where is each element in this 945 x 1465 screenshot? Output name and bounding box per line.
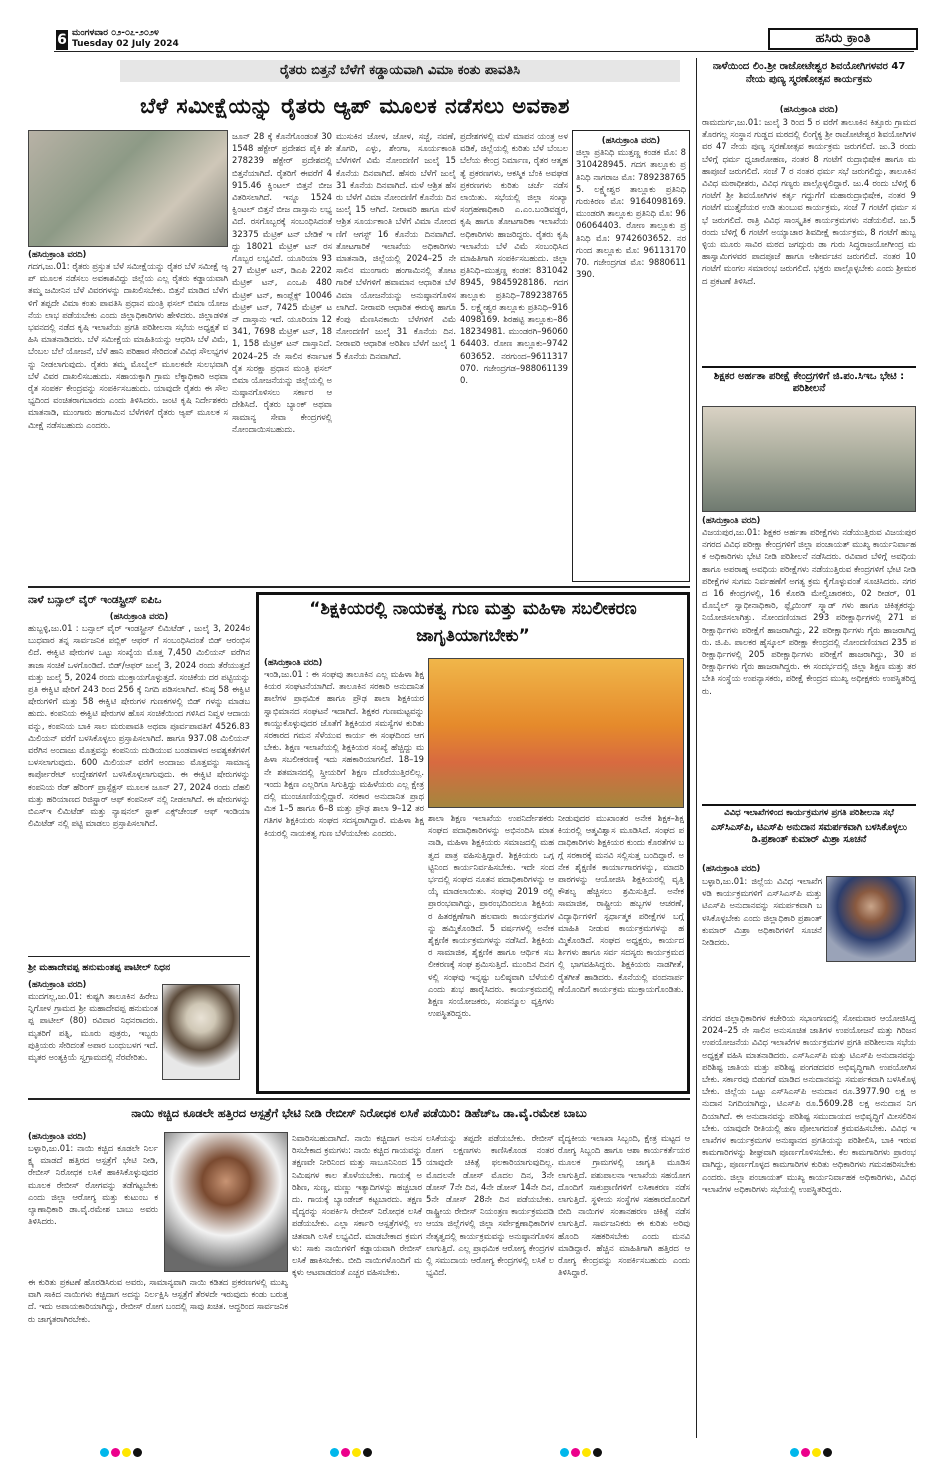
women-group-photo [428, 658, 684, 808]
reg-dot-magenta [111, 1448, 120, 1457]
right-col-divider [696, 58, 697, 1438]
registration-marks-1 [100, 1442, 144, 1461]
reg-dot-black [593, 1448, 602, 1457]
obit-headline: ಶ್ರೀ ಮಹಾದೇವಪ್ಪ ಹನುಮಂತಪ್ಪ ಪಾಟೀಲ್ ನಿಧನ [28, 962, 171, 973]
reg-dot-magenta [801, 1448, 810, 1457]
right-story3-body: ನಗರದ ಜಿಲ್ಲಾಧಿಕಾರಿಗಳ ಕಚೇರಿಯ ಸಭಾಂಗಣದಲ್ಲಿ ಸೋಮವಾರ ಆಯೋಜಿಸಿದ್ದ 2024–25 ನೇ ಸಾಲಿನ ಅನುಸೂಚಿತ ಜಾತಿಗಳ ಉಪಯೋಜನೆ ಮತ್ತು ಗಿರಿಜನ ಉಪಯೋಜನೆಯ ವಿವಿಧ ಇಲಾಖೆಗಳ ಕಾರ್ಯಕ್ರಮಗಳ ಪ್ರಗತಿ ಪರಿಶೀಲನಾ ಸಭೆಯ ಅಧ್ಯಕ್ಷತೆ ವಹಿಸಿ ಮಾತನಾಡಿದರು. ಎಸ್‌ಸಿಎಸ್‌ಪಿ ಮತ್ತು ಟಿಎಸ್‌ಪಿ ಅನುದಾನವನ್ನು ಪರಿಶಿಷ್ಟ ಜಾತಿಯ ಮತ್ತು ಪರಿಶಿಷ್ಟ ಪಂಗಡದವರ ಅಭಿವೃದ್ಧಿಗಾಗಿ ಉಪಯೋಗಿಸಬೇಕು. ಸರ್ಕಾರವು ಬಿಡುಗಡೆ ಮಾಡಿದ ಅನುದಾನವನ್ನು ಸಮರ್ಪಕವಾಗಿ ಬಳಸಿಕೊಳ್ಳಬೇಕು. ಜಿಲ್ಲೆಯ ಒಟ್ಟು ಎಸ್‌ಸಿಎಸ್‌ಪಿ ಅನುದಾನ ರೂ.3977.90 ಲಕ್ಷ ಅನುದಾನ ನಿಗದಿಯಾಗಿದ್ದು, ಟಿಎಸ್‌ಪಿ ರೂ.5609.28 ಲಕ್ಷ ಅನುದಾನ ನಿಗದಿಯಾಗಿದೆ. ಈ ಅನುದಾನವನ್ನು ಪರಿಶಿಷ್ಟ ಸಮುದಾಯದ ಅಭಿವೃದ್ಧಿಗೆ ಮೀಸಲಿರಿಸಬೇಕು. ಯಾವುದೇ ರೀತಿಯಲ್ಲಿ ಹಣ ಪೋಲಾಗದಂತೆ ಕ್ರಮವಹಿಸಬೇಕು. ವಿವಿಧ ಇಲಾಖೆಗಳ ಕಾರ್ಯಕ್ರಮಗಳ ಅನುಷ್ಠಾನದ ಪ್ರಗತಿಯನ್ನು ಪರಿಶೀಲಿಸಿ, ಬಾಕಿ ಇರುವ ಕಾಮಗಾರಿಗಳನ್ನು ಶೀಘ್ರವಾಗಿ ಪೂರ್ಣಗೊಳಿಸಬೇಕು. ಕೆಲ ಕಾಮಗಾರಿಗಳು ಪ್ರಾರಂಭವಾಗಿದ್ದು, ಪೂರ್ಣಗೊಳ್ಳದ ಕಾಮಗಾರಿಗಳ ಕುರಿತು ಅಧಿಕಾರಿಗಳು ಗಮನಹರಿಸಬೇಕು ಎಂದರು. ಜಿಲ್ಲಾ ಪಂಚಾಯತ್ ಮುಖ್ಯ ಕಾರ್ಯನಿರ್ವಾಹಕ ಅಧಿಕಾರಿಗಳು, ವಿವಿಧ ಇಲಾಖೆಗಳ ಅಧಿಕಾರಿಗಳು ಸಭೆಯಲ್ಲಿ ಉಪಸ್ಥಿತರಿದ್ದರು. [702, 1013, 916, 1194]
reg-dot-black [363, 1448, 372, 1457]
right-story2-body: ವಿಜಯಪುರ,ಜು.01: ಶಿಕ್ಷಕರ ಅರ್ಹತಾ ಪರೀಕ್ಷೆಗಳು ನಡೆಯುತ್ತಿರುವ ವಿಜಯಪುರ ನಗರದ ವಿವಿಧ ಪರೀಕ್ಷಾ ಕೇಂದ್ರಗಳಿಗೆ ಜಿಲ್ಲಾ ಪಂಚಾಯತ್ ಮುಖ್ಯ ಕಾರ್ಯನಿರ್ವಾಹಕ ಅಧಿಕಾರಿಗಳು ಭೇಟಿ ನೀಡಿ ಪರಿಶೀಲನೆ ನಡೆಸಿದರು. ರವಿವಾರ ಬೆಳಿಗ್ಗೆ ಅವಧಿಯ ಹಾಗೂ ಅಪರಾಹ್ನ ಅವಧಿಯ ಪರೀಕ್ಷೆಗಳು ನಡೆಯುತ್ತಿರುವ ಕೇಂದ್ರಗಳಿಗೆ ಭೇಟಿ ನೀಡಿ ಪರೀಕ್ಷೆಗಳ ಸುಗಮ ನಿರ್ವಹಣೆಗೆ ಅಗತ್ಯ ಕ್ರಮ ಕೈಗೊಳ್ಳುವಂತೆ ಸೂಚಿಸಿದರು. ನಗರದ 16 ಕೇಂದ್ರಗಳಲ್ಲಿ, 16 ಕೊಠಡಿ ಮೇಲ್ವಿಚಾರಕರು, 02 ರೀಡರ್, 01 ಮೊಬೈಲ್ ಸ್ವಾಧೀನಾಧಿಕಾರಿ, ಫ್ಲೈಯಿಂಗ್ ಸ್ಕ್ವಾಡ್ ಗಳು ಹಾಗೂ ಚಿಕಿತ್ಸಕರನ್ನು ನಿಯೋಜಿಸಲಾಗಿತ್ತು. ನೋಂದಣಿಯಾದ 293 ಪರೀಕ್ಷಾರ್ಥಿಗಳಲ್ಲಿ 271 ಪರೀಕ್ಷಾರ್ಥಿಗಳು ಪರೀಕ್ಷೆಗೆ ಹಾಜರಾಗಿದ್ದು, 22 ಪರೀಕ್ಷಾರ್ಥಿಗಳು ಗೈರು ಹಾಜರಾಗಿದ್ದರು. ಜಿ.ಪಿ. ಪಾಲಕರ ಹೈಸ್ಕೂಲ್ ಪರೀಕ್ಷಾ ಕೇಂದ್ರದಲ್ಲಿ ನೋಂದಣಿಯಾದ 235 ಪರೀಕ್ಷಾರ್ಥಿಗಳಲ್ಲಿ 205 ಪರೀಕ್ಷಾರ್ಥಿಗಳು ಪರೀಕ್ಷೆಗೆ ಹಾಜರಾಗಿದ್ದು, 30 ಪರೀಕ್ಷಾರ್ಥಿಗಳು ಗೈರು ಹಾಜರಾಗಿದ್ದರು. ಈ ಸಂದರ್ಭದಲ್ಲಿ ಜಿಲ್ಲಾ ಶಿಕ್ಷಣ ಮತ್ತು ತರಬೇತಿ ಸಂಸ್ಥೆಯ ಉಪನ್ಯಾಸಕರು, ಪರೀಕ್ಷೆ ಕೇಂದ್ರದ ಮುಖ್ಯ ಅಧೀಕ್ಷಕರು ಉಪಸ್ಥಿತರಿದ್ದರು. [702, 527, 916, 696]
dho-photo [164, 1132, 288, 1272]
women-headline: “ಶಿಕ್ಷಕಿಯರಲ್ಲಿ ನಾಯಕತ್ವ ಗುಣ ಮತ್ತು ಮಹಿಳಾ ಸಬಲೀಕರಣ ಜಾಗೃತಿಯಾಗಬೇಕು” [309, 599, 637, 646]
lead-headline: ಬೆಳೆ ಸಮೀಕ್ಷೆಯನ್ನು ರೈತರು ಆ್ಯಪ್ ಮೂಲಕ ನಡೆಸಲು ಅವಕಾಶ [140, 94, 570, 118]
right-story1-headline: ನಾಳೆಯಿಂದ ಲಿಂ.ಶ್ರೀ ರಾಜೋಟೇಶ್ವರ ಶಿವಯೋಗಿಗಳವರ 47 ನೇಯ ಪುಣ್ಯ ಸ್ಮರಣೋತ್ಸವ ಕಾರ್ಯಕ್ರಮ [712, 61, 906, 85]
rabies-col1: ಈ ಕುರಿತು ಪ್ರಕಟಣೆ ಹೊರಡಿಸಿರುವ ಅವರು, ಸಾಮಾನ್ಯವಾಗಿ ನಾಯಿ ಕಡಿತದ ಪ್ರಕರಣಗಳಲ್ಲಿ ಮುಖ್ಯವಾಗಿ ಸಾಕಿದ ನಾಯಿಗಳು ಕಚ್ಚಿದಾಗ ಅದನ್ನು ನಿರ್ಲಕ್ಷಿಸಿ ಆಸ್ಪತ್ರೆಗೆ ತೆರಳದೇ ಇರುವುದು ಕಂಡು ಬರುತ್ತದೆ. ಇದು ಅಪಾಯಕಾರಿಯಾಗಿದ್ದು, ರೇಬೀಸ್ ರೋಗ ಬಂದಲ್ಲಿ ಸಾವು ಖಚಿತ. ಆದ್ದರಿಂದ ಸಾರ್ವಜನಿಕರು ಜಾಗೃತರಾಗಿರಬೇಕು. [28, 1277, 288, 1324]
reg-dot-magenta [571, 1448, 580, 1457]
reg-dot-black [133, 1448, 142, 1457]
wire-headline: ನಾಳೆ ಬನ್ಸಾಲ್ ವೈರ್ ಇಂಡಸ್ಟ್ರೀಸ್ ಐಪಿಒ [28, 594, 162, 606]
date-english: Tuesday 02 July 2024 [72, 39, 179, 49]
women-col3: ನೀಡುವುದರ ಮುಖಾಂತರ ಅನೇಕ ಶಿಕ್ಷಕ–ಶಿಕ್ಷಕಿಯರಲ್ಲಿ ಆತ್ಮವಿಶ್ವಾಸ ಮೂಡಿಸಿದೆ. ಸಂಘದ ಪದಾಧಿಕಾರಿಗಳು ಶಿಕ್ಷಕಿಯರ ಕುಂದು ಕೊರತೆಗಳ ಬಗ್ಗೆ ಸರಕಾರಕ್ಕೆ ಮನವಿ ಸಲ್ಲಿಸುತ್ತ ಬಂದಿದ್ದಾರೆ. ಅನೇಕ ಶೈಕ್ಷಣಿಕ ಕಾರ್ಯಾಗಾರಗಳನ್ನು, ಮಾದರಿ ಪಾಠಗಳನ್ನು ಆಯೋಜಿಸಿ ಶಿಕ್ಷಕಿಯರಲ್ಲಿ ವೃತ್ತಿ ಕೌಶಲ್ಯ ಹೆಚ್ಚಿಸಲು ಶ್ರಮಿಸುತ್ತಿದೆ. ಅನೇಕ ಸಾಮಾಜಿಕ, ರಾಷ್ಟ್ರೀಯ ಹಬ್ಬಗಳ ಆಚರಣೆ, ವಿದ್ಯಾರ್ಥಿಗಳಿಗೆ ಸ್ಪರ್ಧಾತ್ಮಕ ಪರೀಕ್ಷೆಗಳ ಬಗ್ಗೆ ಮಾಹಿತಿ ನೀಡುವ ಕಾರ್ಯಕ್ರಮಗಳನ್ನು ಹಮ್ಮಿಕೊಂಡಿದೆ. ಸಂಘದ ಅಧ್ಯಕ್ಷರು, ಕಾರ್ಯದರ್ಶಿಗಳು ಹಾಗೂ ಸರ್ವ ಸದಸ್ಯರು ಕಾರ್ಯಕ್ರಮದಲ್ಲಿ ಭಾಗವಹಿಸಿದ್ದರು. ಶಿಕ್ಷಕಿಯರು ನಾಡಗೀತೆ, ರೈತಗೀತೆ ಹಾಡಿದರು. ಕೊನೆಯಲ್ಲಿ ವಂದನಾರ್ಪಣೆಯೊಂದಿಗೆ ಕಾರ್ಯಕ್ರಮ ಮುಕ್ತಾಯಗೊಂಡಿತು. [558, 813, 684, 994]
reg-dot-yellow [582, 1448, 591, 1457]
registration-marks-4 [790, 1442, 834, 1461]
right-story3-headline1: ವಿವಿಧ ಇಲಾಖೆಗಳಿಂದ ಕಾರ್ಯಕ್ರಮಗಳ ಪ್ರಗತಿ ಪರಿಶೀಲನಾ ಸಭೆ [702, 804, 916, 820]
rabies-dateline: (ಹಸಿರುಕ್ರಾಂತಿ ವರದಿ) [28, 1131, 87, 1141]
wire-body: ಹುಬ್ಬಳ್ಳಿ,ಜು.01 : ಬನ್ಸಾಲ್ ವೈರ್ ಇಂಡಸ್ಟ್ರೀಸ್ ಲಿಮಿಟೆಡ್ , ಜುಲೈ 3, 2024ರ ಬುಧವಾರ ತನ್ನ ಸಾರ್ವಜನಿಕ ಪಬ್ಲಿಕ್ ಆಫರ್ ಗೆ ಸಂಬಂಧಿಸಿದಂತೆ ಬಿಡ್ ಆರಂಭಿಸಲಿದೆ. ಈಕ್ವಿಟಿ ಷೇರುಗಳ ಒಟ್ಟು ಸಂಖ್ಯೆಯ ಮೊತ್ತ 7,450 ಮಿಲಿಯನ್ ವರೆಗಿನ ತಾಜಾ ಸಂಚಿಕೆ ಒಳಗೊಂಡಿದೆ. ಬಿಡ್/ಆಫರ್ ಜುಲೈ 3, 2024 ರಂದು ತೆರೆಯುತ್ತದೆ ಮತ್ತು ಜುಲೈ 5, 2024 ರಂದು ಮುಕ್ತಾಯಗೊಳ್ಳುತ್ತದೆ. ಸಂಚಿಕೆಯ ದರ ಪಟ್ಟಿಯನ್ನು ಪ್ರತಿ ಈಕ್ವಿಟಿ ಷೇರಿಗೆ 243 ರಿಂದ 256 ಕ್ಕೆ ನಿಗದಿ ಪಡಿಸಲಾಗಿದೆ. ಕನಿಷ್ಠ 58 ಈಕ್ವಿಟಿ ಷೇರುಗಳಿಗೆ ಮತ್ತು 58 ಈಕ್ವಿಟಿ ಷೇರುಗಳ ಗುಣಕಗಳಲ್ಲಿ ಬಿಡ್ ಗಳನ್ನು ಮಾಡಬಹುದು. ಕಂಪನಿಯ ಈಕ್ವಿಟಿ ಷೇರುಗಳ ಹೊಸ ಸಂಚಿಕೆಯಿಂದ ಗಳಿಸಿದ ನಿವ್ವಳ ಆದಾಯವನ್ನು, ಕಂಪನಿಯ ಬಾಕಿ ಸಾಲ ಮರುಪಾವತಿ ಅಥವಾ ಪೂರ್ವಪಾವತಿಗೆ 4526.83 ಮಿಲಿಯನ್ ವರೆಗೆ ಬಳಸಿಕೊಳ್ಳಲು ಪ್ರಸ್ತಾಪಿಸಲಾಗಿದೆ. ಹಾಗೂ 937.08 ಮಿಲಿಯನ್ ವರೆಗಿನ ಅಂದಾಜು ಮೊತ್ತವನ್ನು ಕಂಪನಿಯ ದುಡಿಯುವ ಬಂಡವಾಳದ ಅವಶ್ಯಕತೆಗಳಿಗೆ ಬಳಸಲಾಗುವುದು. 600 ಮಿಲಿಯನ್ ವರೆಗೆ ಅಂದಾಜು ಮೊತ್ತವನ್ನು ಸಾಮಾನ್ಯ ಕಾರ್ಪೋರೇಟ್ ಉದ್ದೇಶಗಳಿಗೆ ಬಳಸಿಕೊಳ್ಳಲಾಗುವುದು. ಈ ಈಕ್ವಿಟಿ ಷೇರುಗಳನ್ನು ಕಂಪನಿಯ ರೆಡ್ ಹೆರಿಂಗ್ ಪ್ರಾಸ್ಪೆಕ್ಟಸ್ ಮೂಲಕ ಜೂನ್ 27, 2024 ರಂದು ದೆಹಲಿ ಮತ್ತು ಹರಿಯಾಣದ ರಿಜಿಸ್ಟ್ರಾರ್ ಆಫ್ ಕಂಪನೀಸ್ ನಲ್ಲಿ ನೀಡಲಾಗಿದೆ. ಈ ಷೇರುಗಳನ್ನು ಬಿಎಸ್‌ಇ ಲಿಮಿಟೆಡ್ ಮತ್ತು ನ್ಯಾಷನಲ್ ಸ್ಟಾಕ್ ಎಕ್ಸ್‌ಚೇಂಜ್ ಆಫ್ ಇಂಡಿಯಾ ಲಿಮಿಟೆಡ್ ನಲ್ಲಿ ಪಟ್ಟಿ ಮಾಡಲು ಪ್ರಸ್ತಾಪಿಸಲಾಗಿದೆ. [28, 623, 250, 829]
section-name: ಹಸಿರು ಕ್ರಾಂತಿ [768, 28, 918, 50]
rabies-headline: ನಾಯಿ ಕಚ್ಚಿದ ಕೂಡಲೇ ಹತ್ತಿರದ ಆಸ್ಪತ್ರೆಗೆ ಭೇಟಿ ನೀಡಿ ರೇಬೀಸ್ ನಿರೋಧಕ ಲಸಿಕೆ ಪಡೆಯಿರಿ: ಡಿಹೆಚ್ಒ ಡಾ.ವೈ.ರಮೇಶ ಬಾಬು [131, 1106, 587, 1120]
obit-rule [28, 956, 250, 957]
reg-dot-yellow [352, 1448, 361, 1457]
lead-col4: ಪ್ರದೇಶಗಳಲ್ಲಿ ಮಳೆ ಮಾಪನ ಯಂತ್ರ ಅಳವಡಿಕೆ, ಜಿಲ್ಲೆಯಲ್ಲಿ ಕುರಿತು ಬೆಳೆ ಬೆಂಬಲ ಬೆಲೆಯ ಕೇಂದ್ರ ನಿರ್ಮಾಣ, ರೈತರ ಆತ್ಮಹತ್ಯೆ ಪ್ರಕರಣಗಳು, ಆಕಸ್ಮಿಕ ಬೆಂಕಿ ಅವಘಡ ಪ್ರಕರಣಗಳು ಕುರಿತು ಚರ್ಚೆ ನಡೆಸಲಾಯಿತು. ಸಭೆಯಲ್ಲಿ ಜಿಲ್ಲಾ ಸಂಖ್ಯಾ ಸಂಗ್ರಹಣಾಧಿಕಾರಿ ಎ.ಎಂ.ಬಂಡಿವಡ್ಡರ, ಕೃಷಿ ಹಾಗೂ ತೋಟಗಾರಿಕಾ ಇಲಾಖೆಯ ಅಧಿಕಾರಿಗಳು ಹಾಜರಿದ್ದರು. ರೈತರು ಕೃಷಿ ಇಲಾಖೆಯ ಬೆಳೆ ವಿಮೆ ಸಂಬಂಧಿಸಿದ ಮಾಹಿತಿಗಾಗಿ ಸಂಪರ್ಕಿಸಬಹುದು. ಜಿಲ್ಲಾ ಪ್ರತಿನಿಧಿ–ಮುತ್ತಣ್ಣ ಕಂಡಕ: 8310428945, 9845928186. ಗದಗ ತಾಲ್ಲೂಕು ಪ್ರತಿನಿಧಿ–7892387655. ಲಕ್ಷ್ಮೇಶ್ವರ ತಾಲ್ಲೂಕು ಪ್ರತಿನಿಧಿ–9164098169. ಶಿರಹಟ್ಟಿ ತಾಲ್ಲೂಕು–8618234981. ಮುಂಡರಗಿ–9606064403. ರೋಣ ತಾಲ್ಲೂಕು–9742603652. ನರಗುಂದ–9611317070. ಗಜೇಂದ್ರಗಡ–9880611390. [460, 131, 568, 386]
header-rule [54, 51, 914, 52]
reg-dot-cyan [560, 1448, 569, 1457]
lead-photo [28, 130, 228, 247]
obit-dateline: (ಹಸಿರುಕ್ರಾಂತಿ ವರದಿ) [28, 979, 87, 989]
reg-dot-cyan [330, 1448, 339, 1457]
rabies-col1-top: ಬಳ್ಳಾರಿ,ಜು.01: ನಾಯಿ ಕಚ್ಚಿದ ಕೂಡಲೇ ನಿರ್ಲಕ್ಷ್ಯ ಮಾಡದೆ ಹತ್ತಿರದ ಆಸ್ಪತ್ರೆಗೆ ಭೇಟಿ ನೀಡಿ, ರೇಬೀಸ್ ನಿರೋಧಕ ಲಸಿಕೆ ಹಾಕಿಸಿಕೊಳ್ಳುವುದರ ಮೂಲಕ ರೇಬೀಸ್ ರೋಗವನ್ನು ತಡೆಗಟ್ಟಬೇಕು ಎಂದು ಜಿಲ್ಲಾ ಆರೋಗ್ಯ ಮತ್ತು ಕುಟುಂಬ ಕಲ್ಯಾಣಾಧಿಕಾರಿ ಡಾ.ವೈ.ರಮೇಶ ಬಾಬು ಅವರು ತಿಳಿಸಿದರು. [28, 1143, 158, 1227]
right-story2-headline: ಶಿಕ್ಷಕರ ಅರ್ಹತಾ ಪರೀಕ್ಷೆ ಕೇಂದ್ರಗಳಿಗೆ ಜಿ.ಪಂ.ಸಿಇಒ ಭೇಟಿ : ಪರಿಶೀಲನೆ [702, 366, 916, 402]
page-number: 6 [57, 32, 67, 48]
rabies-top-rule [28, 1098, 690, 1100]
registration-marks-3 [560, 1442, 604, 1461]
right-story1-body: ರಾಮದುರ್ಗ,ಜು.01: ಜುಲೈ 3 ರಿಂದ 5 ರ ವರೆಗೆ ತಾಲೂಕಿನ ಕಿತ್ತೂರು ಗ್ರಾಮದ ತೊರಗಲ್ಲ ಸಂಸ್ಥಾನ ಗುಡ್ಡದ ಮಠದಲ್ಲಿ ಲಿಂಗೈಕ್ಯ ಶ್ರೀ ರಾಜೋಟೇಶ್ವರ ಶಿವಯೋಗಿಗಳವರ 47 ನೇಯ ಪುಣ್ಯ ಸ್ಮರಣೋತ್ಸವ ಕಾರ್ಯಕ್ರಮ ಜರುಗಲಿದೆ. ಜು.3 ರಂದು ಬೆಳಿಗ್ಗೆ ಧರ್ಮ ಧ್ವಜಾರೋಹಣ, ನಂತರ 8 ಗಂಟೆಗೆ ರುದ್ರಾಭಿಷೇಕ ಹಾಗೂ ಮಹಾಪೂಜೆ ಜರುಗಲಿದೆ. ಸಂಜೆ 7 ರ ನಂತರ ಧರ್ಮ ಸಭೆ ಜರುಗಲಿದ್ದು, ತಾಲೂಕಿನ ವಿವಿಧ ಮಠಾಧೀಶರು, ವಿವಿಧ ಗಣ್ಯರು ಪಾಲ್ಗೊಳ್ಳಲಿದ್ದಾರೆ. ಜು.4 ರಂದು ಬೆಳಿಗ್ಗೆ 6 ಗಂಟೆಗೆ ಶ್ರೀ ಶಿವಯೋಗಿಗಳ ಕರ್ತೃ ಗದ್ದುಗೆಗೆ ಮಹಾರುದ್ರಾಭಿಷೇಕ, ನಂತರ 9 ಗಂಟೆಗೆ ಮುತ್ತೈದೆಯರ ಉಡಿ ತುಂಬುವ ಕಾರ್ಯಕ್ರಮ, ಸಂಜೆ 7 ಗಂಟೆಗೆ ಧರ್ಮ ಸಭೆ ಜರುಗಲಿದೆ. ರಾತ್ರಿ ವಿವಿಧ ಸಾಂಸ್ಕೃತಿಕ ಕಾರ್ಯಕ್ರಮಗಳು ನಡೆಯಲಿವೆ. ಜು.5 ರಂದು ಬೆಳಿಗ್ಗೆ 6 ಗಂಟೆಗೆ ಅಯ್ಯಾಚಾರ ಶಿವದೀಕ್ಷೆ ಕಾರ್ಯಕ್ರಮ, 8 ಗಂಟೆಗೆ ಹುಬ್ಬಳ್ಳಿಯ ಮೂರು ಸಾವಿರ ಮಠದ ಜಗದ್ಗುರು ಡಾ ಗುರು ಸಿದ್ಧರಾಜಯೋಗೀಂದ್ರ ಮಹಾಸ್ವಾಮಿಗಳವರ ಪಾದಪೂಜೆ ಹಾಗೂ ಆಶೀರ್ವಚನ ಜರುಗಲಿದೆ. ನಂತರ 10 ಗಂಟೆಗೆ ಮಂಗಲ ಸಮಾರಂಭ ಜರುಗಲಿದೆ. ಭಕ್ತರು ಪಾಲ್ಗೊಳ್ಳಬೇಕು ಎಂದು ಶ್ರೀಮಠದ ಪ್ರಕಟಣೆ ತಿಳಿಸಿದೆ. [702, 117, 916, 286]
lead-bottom-rule [28, 586, 690, 588]
lead-col2: ಜೂನ್ 28 ಕ್ಕೆ ಕೊನೆಗೊಂಡಂತೆ 301548 ಹೆಕ್ಟೇರ್ ಪ್ರದೇಶದ ಪೈಕಿ ಶೇ 278239 ಹೆಕ್ಟೇರ್ ಪ್ರದೇಶದಲ್ಲಿ ಬಿತ್ತನೆಯಾಗಿದೆ. ರೈತರಿಗೆ ಈವರೆಗೆ 4915.46 ಕ್ವಿಂಟಲ್ ಬಿತ್ತನೆ ಬೀಜ ವಿತರಿಸಲಾಗಿದೆ. ಇನ್ನೂ 1524 ಕ್ವಿಂಟಲ್ ಬಿತ್ತನೆ ಬೀಜ ದಾಸ್ತಾನು ಲಭ್ಯವಿದೆ. ರಸಗೊಬ್ಬರಕ್ಕೆ ಸಂಬಂಧಿಸಿದಂತೆ 32375 ಮೆಟ್ರಿಕ್ ಟನ್ ಬೇಡಿಕೆ ಇದ್ದು 18021 ಮೆಟ್ರಿಕ್ ಟನ್ ರಸಗೊಬ್ಬರ ಲಭ್ಯವಿದೆ. ಯೂರಿಯಾ 9327 ಮೆಟ್ರಿಕ್ ಟನ್, ಡಿಎಪಿ 2202 ಮೆಟ್ರಿಕ್ ಟನ್, ಎಂಒಪಿ 480 ಮೆಟ್ರಿಕ್ ಟನ್, ಕಾಂಪ್ಲೆಕ್ಸ್ 10046 ಮೆಟ್ರಿಕ್ ಟನ್, 7425 ಮೆಟ್ರಿಕ್ ಟನ್ ದಾಸ್ತಾನು ಇದೆ. ಯೂರಿಯಾ 12341, 7698 ಮೆಟ್ರಿಕ್ ಟನ್, 181, 158 ಮೆಟ್ರಿಕ್ ಟನ್ ದಾಸ್ತಾನಿದೆ. 2024–25 ನೇ ಸಾಲಿನ ಕರ್ನಾಟಕ ರೈತ ಸುರಕ್ಷಾ ಪ್ರಧಾನ ಮಂತ್ರಿ ಫಸಲ್ ಬಿಮಾ ಯೋಜನೆಯನ್ನು ಜಿಲ್ಲೆಯಲ್ಲಿ ಅನುಷ್ಠಾನಗೊಳಿಸಲು ಸರ್ಕಾರ ಆದೇಶಿಸಿದೆ. ರೈತರು ಬ್ಯಾಂಕ್ ಅಥವಾ ಸಾಮಾನ್ಯ ಸೇವಾ ಕೇಂದ್ರಗಳಲ್ಲಿ ನೋಂದಾಯಿಸಬಹುದು. [232, 131, 332, 434]
registration-marks-2 [330, 1442, 374, 1461]
dateline-header [72, 28, 272, 50]
right-story3-dateline: (ಹಸಿರುಕ್ರಾಂತಿ ವರದಿ) [702, 863, 761, 873]
lead-col1: ಗದಗ,ಜು.01: ರೈತರು ಪ್ರಸ್ತುತ ಬೆಳೆ ಸಮೀಕ್ಷೆಯನ್ನು ರೈತರ ಬೆಳೆ ಸಮೀಕ್ಷೆ ಆ್ಯಪ್ ಮೂಲಕ ನಡೆಸಲು ಅವಕಾಶವಿದ್ದು ಜಿಲ್ಲೆಯ ಎಲ್ಲ ರೈತರು ಕಡ್ಡಾಯವಾಗಿ ತಮ್ಮ ಜಮೀನಿನ ಬೆಳೆ ವಿವರಗಳನ್ನು ದಾಖಲಿಸಬೇಕು. ಬಿತ್ತನೆ ಮಾಡಿದ ಬೆಳೆಗಳಿಗೆ ತಪ್ಪದೇ ವಿಮಾ ಕಂತು ಪಾವತಿಸಿ ಪ್ರಧಾನ ಮಂತ್ರಿ ಫಸಲ್ ಬಿಮಾ ಯೋಜನೆಯ ಲಾಭ ಪಡೆಯಬೇಕು ಎಂದು ಜಿಲ್ಲಾಧಿಕಾರಿಗಳು ಹೇಳಿದರು. ಜಿಲ್ಲಾಡಳಿತ ಭವನದಲ್ಲಿ ನಡೆದ ಕೃಷಿ ಇಲಾಖೆಯ ಪ್ರಗತಿ ಪರಿಶೀಲನಾ ಸಭೆಯ ಅಧ್ಯಕ್ಷತೆ ವಹಿಸಿ ಮಾತನಾಡಿದರು. ಬೆಳೆ ಸಮೀಕ್ಷೆಯ ಮಾಹಿತಿಯನ್ನು ಆಧರಿಸಿ ಬೆಳೆ ವಿಮೆ, ಬೆಂಬಲ ಬೆಲೆ ಯೋಜನೆ, ಬೆಳೆ ಹಾನಿ ಪರಿಹಾರ ಸೇರಿದಂತೆ ವಿವಿಧ ಸೌಲಭ್ಯಗಳನ್ನು ನೀಡಲಾಗುವುದು. ರೈತರು ತಮ್ಮ ಮೊಬೈಲ್ ಮೂಲಕವೇ ಸುಲಭವಾಗಿ ಬೆಳೆ ವಿವರ ದಾಖಲಿಸಬಹುದು. ಸಹಾಯಕ್ಕಾಗಿ ಗ್ರಾಮ ಲೆಕ್ಕಾಧಿಕಾರಿ ಅಥವಾ ರೈತ ಸಂಪರ್ಕ ಕೇಂದ್ರವನ್ನು ಸಂಪರ್ಕಿಸಬಹುದು. ಯಾವುದೇ ರೈತರು ಈ ಸೌಲಭ್ಯದಿಂದ ವಂಚಿತರಾಗಬಾರದು ಎಂದು ತಿಳಿಸಿದರು. ಜಂಟಿ ಕೃಷಿ ನಿರ್ದೇಶಕರು ಮಾತನಾಡಿ, ಮುಂಗಾರು ಹಂಗಾಮಿನ ಬೆಳೆಗಳಿಗೆ ರೈತರು ಆ್ಯಪ್ ಮೂಲಕ ಸಮೀಕ್ಷೆ ನಡೆಸಬಹುದು ಎಂದರು. [28, 261, 228, 430]
women-col2: ಶಾಲಾ ಶಿಕ್ಷಣ ಇಲಾಖೆಯ ಉಪನಿರ್ದೇಶಕರು ಸಂಘದ ಪದಾಧಿಕಾರಿಗಳನ್ನು ಅಭಿನಂದಿಸಿ ಮಾತನಾಡಿ, ಮಹಿಳಾ ಶಿಕ್ಷಕಿಯರು ಸಮಾಜದಲ್ಲಿ ಮಹತ್ವದ ಪಾತ್ರ ವಹಿಸುತ್ತಿದ್ದಾರೆ. ಶಿಕ್ಷಕಿಯರು ಒಗ್ಗಟ್ಟಿನಿಂದ ಕಾರ್ಯನಿರ್ವಹಿಸಬೇಕು. ಇದೇ ಸಂದರ್ಭದಲ್ಲಿ ಸಂಘದ ನೂತನ ಪದಾಧಿಕಾರಿಗಳನ್ನು ಆಯ್ಕೆ ಮಾಡಲಾಯಿತು. ಸಂಘವು 2019 ರಲ್ಲಿ ಪ್ರಾರಂಭವಾಗಿದ್ದು, ಪ್ರಾರಂಭದಿಂದಲೂ ಶಿಕ್ಷಕಿಯರ ಹಿತರಕ್ಷಣೆಗಾಗಿ ಹಲವಾರು ಕಾರ್ಯಕ್ರಮಗಳನ್ನು ಹಮ್ಮಿಕೊಂಡಿದೆ. 5 ವರ್ಷಗಳಲ್ಲಿ ಅನೇಕ ಶೈಕ್ಷಣಿಕ ಕಾರ್ಯಕ್ರಮಗಳನ್ನು ನಡೆಸಿದೆ. ಶಿಕ್ಷಕಿಯರ ಸಾಮಾಜಿಕ, ಶೈಕ್ಷಣಿಕ ಹಾಗೂ ಆರ್ಥಿಕ ಸಬಲೀಕರಣಕ್ಕೆ ಸಂಘ ಶ್ರಮಿಸುತ್ತಿದೆ. ಮುಂದಿನ ದಿನಗಳಲ್ಲಿ ಸಂಘವು ಇನ್ನಷ್ಟು ಬಲಿಷ್ಠವಾಗಿ ಬೆಳೆಯಲಿ ಎಂದು ಶುಭ ಹಾರೈಸಿದರು. ಕಾರ್ಯಕ್ರಮದಲ್ಲಿ ಶಿಕ್ಷಣ ಸಂಯೋಜಕರು, ಸಂಪನ್ಮೂಲ ವ್ಯಕ್ತಿಗಳು ಉಪಸ್ಥಿತರಿದ್ದರು. [428, 813, 554, 1019]
reg-dot-cyan [790, 1448, 799, 1457]
reg-dot-yellow [812, 1448, 821, 1457]
women-col1: ಇಂಡಿ,ಜು.01 : ಈ ಸಂಘವು ತಾಲೂಕಿನ ಎಲ್ಲ ಮಹಿಳಾ ಶಿಕ್ಷಕಿಯರ ಸಂಘಟನೆಯಾಗಿದೆ. ತಾಲೂಕಿನ ಸರಕಾರಿ ಅನುದಾನಿತ ಶಾಲೆಗಳ ಪ್ರಾಥಮಿಕ ಹಾಗೂ ಪ್ರೌಢ ಶಾಲಾ ಶಿಕ್ಷಕಿಯರ ಸ್ವಾಭಿಮಾನದ ಸಂಘಟನೆ ಇದಾಗಿದೆ. ಶಿಕ್ಷಕರ ಗುಣಮಟ್ಟವನ್ನು ಕಾಯ್ದುಕೊಳ್ಳುವುದರ ಜೊತೆಗೆ ಶಿಕ್ಷಕಿಯರ ಸಮಸ್ಯೆಗಳ ಕುರಿತು ಸರಕಾರದ ಗಮನ ಸೆಳೆಯುವ ಕಾರ್ಯ ಈ ಸಂಘದಿಂದ ಆಗಬೇಕು. ಶಿಕ್ಷಣ ಇಲಾಖೆಯಲ್ಲಿ ಶಿಕ್ಷಕಿಯರ ಸಂಖ್ಯೆ ಹೆಚ್ಚಿದ್ದು ಮಹಿಳಾ ಸಬಲೀಕರಣಕ್ಕೆ ಇದು ಸಹಕಾರಿಯಾಗಲಿದೆ. 18–19 ನೇ ಶತಮಾನದಲ್ಲಿ ಸ್ತ್ರೀಯರಿಗೆ ಶಿಕ್ಷಣ ದೊರೆಯುತ್ತಿರಲಿಲ್ಲ. ಇಂದು ಶಿಕ್ಷಣ ಎಲ್ಲರಿಗೂ ಸಿಗುತ್ತಿದ್ದು ಮಹಿಳೆಯರು ಎಲ್ಲ ಕ್ಷೇತ್ರದಲ್ಲಿ ಮುಂಚೂಣಿಯಲ್ಲಿದ್ದಾರೆ. ಸರಕಾರ ಅನುದಾನಿತ ಪ್ರಾಥಮಿಕ 1–5 ಹಾಗೂ 6–8 ಮತ್ತು ಪ್ರೌಢ ಶಾಲಾ 9–12 ತರಗತಿಗಳ ಶಿಕ್ಷಕಿಯರು ಸಂಘದ ಸದಸ್ಯರಾಗಿದ್ದಾರೆ. ಮಹಿಳಾ ಶಿಕ್ಷಕಿಯರಲ್ಲಿ ನಾಯಕತ್ವ ಗುಣ ಬೆಳೆಯಬೇಕು ಎಂದರು. [264, 669, 424, 838]
rabies-col2: ನಿವಾರಿಸಬಹುದಾಗಿದೆ. ನಾಯಿ ಕಚ್ಚಿದಾಗ ಅನುಸರಿಸಬೇಕಾದ ಕ್ರಮಗಳು: ನಾಯಿ ಕಚ್ಚಿದ ಗಾಯವನ್ನು ತಕ್ಷಣವೇ ನೀರಿನಿಂದ ಮತ್ತು ಸಾಬೂನಿನಿಂದ 15 ನಿಮಿಷಗಳ ಕಾಲ ತೊಳೆಯಬೇಕು. ಗಾಯಕ್ಕೆ ಅರಿಶಿಣ, ಸುಣ್ಣ, ಮಣ್ಣು ಇತ್ಯಾದಿಗಳನ್ನು ಹಚ್ಚಬಾರದು. ಗಾಯಕ್ಕೆ ಬ್ಯಾಂಡೇಜ್ ಕಟ್ಟಬಾರದು. ತಕ್ಷಣ ವೈದ್ಯರನ್ನು ಸಂಪರ್ಕಿಸಿ ರೇಬೀಸ್ ನಿರೋಧಕ ಲಸಿಕೆ ಪಡೆಯಬೇಕು. ಎಲ್ಲಾ ಸರ್ಕಾರಿ ಆಸ್ಪತ್ರೆಗಳಲ್ಲಿ ಉಚಿತವಾಗಿ ಲಸಿಕೆ ಲಭ್ಯವಿದೆ. ಮಾಡಬೇಕಾದ ಕ್ರಮಗಳು: ಸಾಕು ನಾಯಿಗಳಿಗೆ ಕಡ್ಡಾಯವಾಗಿ ರೇಬೀಸ್ ಲಸಿಕೆ ಹಾಕಿಸಬೇಕು. ಬೀದಿ ನಾಯಿಗಳೊಂದಿಗೆ ಮಕ್ಕಳು ಆಟವಾಡದಂತೆ ಎಚ್ಚರ ವಹಿಸಬೇಕು. [292, 1133, 422, 1278]
right-story3-headline2: ಎಸ್‌ಸಿಎಸ್‌ಪಿ, ಟಿಎಸ್‌ಪಿ ಅನುದಾನ ಸಮರ್ಪಕವಾಗಿ ಬಳಸಿಕೊಳ್ಳಲು ಡಿ.ಪ್ರಶಾಂತ್ ಕುಮಾರ್ ಮಿಶ್ರಾ ಸೂಚನೆ [711, 822, 907, 845]
lead-kicker: ರೈತರು ಬಿತ್ತನೆ ಬೆಳೆಗೆ ಕಡ್ಡಾಯವಾಗಿ ವಿಮಾ ಕಂತು ಪಾವತಿಸಿ [120, 60, 680, 82]
contacts-text: ಜಿಲ್ಲಾ ಪ್ರತಿನಿಧಿ ಮುತ್ತಣ್ಣ ಕಂಡಕ ಮೊ: 8310428945. ಗದಗ ತಾಲ್ಲೂಕು ಪ್ರತಿನಿಧಿ ನಾಗರಾಜ ಮೊ: 7892387655. ಲಕ್ಷ್ಮೇಶ್ವರ ತಾಲ್ಲೂಕು ಪ್ರತಿನಿಧಿ ಗುರುಕಿರಣ ಮೊ: 9164098169. ಮುಂಡರಗಿ ತಾಲ್ಲೂಕು ಪ್ರತಿನಿಧಿ ಮೊ: 9606064403. ರೋಣ ತಾಲ್ಲೂಕು ಪ್ರತಿನಿಧಿ ಮೊ: 9742603652. ನರಗುಂದ ತಾಲ್ಲೂಕು ಮೊ: 9611317070. ಗಜೇಂದ್ರಗಡ ಮೊ: 9880611390. [576, 147, 686, 280]
contacts-box [572, 130, 690, 582]
lead-col3: ಮುಸುಕಿನ ಜೋಳ, ಜೋಳ, ಸಜ್ಜೆ, ನವಣೆ, ತೊಗರಿ, ಎಳ್ಳು, ಶೇಂಗಾ, ಸೂರ್ಯಕಾಂತಿ ಬೆಳೆಗಳಿಗೆ ವಿಮೆ ನೋಂದಣಿಗೆ ಜುಲೈ 15 ಕೊನೆಯ ದಿನವಾಗಿದೆ. ಹೆಸರು ಬೆಳೆಗೆ ಜುಲೈ 31 ಕೊನೆಯ ದಿನವಾಗಿದೆ. ಮಳೆ ಆಶ್ರಿತ ಹೆಸರು ಬೆಳೆಗೆ ವಿಮಾ ನೋಂದಣಿಗೆ ಕೊನೆಯ ದಿನ ಜುಲೈ 15 ಆಗಿದೆ. ನೀರಾವರಿ ಹಾಗೂ ಮಳೆ ಆಶ್ರಿತ ಸೂರ್ಯಕಾಂತಿ ಬೆಳೆಗೆ ವಿಮಾ ನೋಂದಣಿಗೆ ಆಗಸ್ಟ್ 16 ಕೊನೆಯ ದಿನವಾಗಿದೆ. ತೋಟಗಾರಿಕೆ ಇಲಾಖೆಯ ಅಧಿಕಾರಿಗಳು ಮಾತನಾಡಿ, ಜಿಲ್ಲೆಯಲ್ಲಿ 2024–25 ನೇ ಸಾಲಿನ ಮುಂಗಾರು ಹಂಗಾಮಿನಲ್ಲಿ ತೋಟಗಾರಿಕೆ ಬೆಳೆಗಳಿಗೆ ಹವಾಮಾನ ಆಧಾರಿತ ಬೆಳೆ ವಿಮಾ ಯೋಜನೆಯನ್ನು ಅನುಷ್ಠಾನಗೊಳಿಸಲಾಗಿದೆ. ನೀರಾವರಿ ಆಧಾರಿತ ಈರುಳ್ಳಿ ಹಾಗೂ ಕೆಂಪು ಮೆಣಸಿನಕಾಯಿ ಬೆಳೆಗಳಿಗೆ ವಿಮೆ ನೋಂದಣಿಗೆ ಜುಲೈ 31 ಕೊನೆಯ ದಿನ. ನೀರಾವರಿ ಆಧಾರಿತ ಅರಿಶಿಣ ಬೆಳೆಗೆ ಜುಲೈ 15 ಕೊನೆಯ ದಿನವಾಗಿದೆ. [336, 131, 456, 361]
right-story2-dateline: (ಹಸಿರುಕ್ರಾಂತಿ ವರದಿ) [702, 515, 761, 525]
exam-hall-photo [702, 406, 916, 512]
reg-dot-black [823, 1448, 832, 1457]
collector-photo [826, 876, 916, 962]
obituary-photo [162, 984, 240, 1080]
women-dateline: (ಹಸಿರುಕ್ರಾಂತಿ ವರದಿ) [264, 657, 323, 667]
right-story3-body-top: ಬಳ್ಳಾರಿ,ಜು.01: ಜಿಲ್ಲೆಯ ವಿವಿಧ ಇಲಾಖೆಗಳಡಿ ಕಾರ್ಯಕ್ರಮಗಳಿಗೆ ಎಸ್‌ಸಿಎಸ್‌ಪಿ ಮತ್ತು ಟಿಎಸ್‌ಪಿ ಅನುದಾನವನ್ನು ಸಮರ್ಪಕವಾಗಿ ಬಳಸಿಕೊಳ್ಳಬೇಕು ಎಂದು ಜಿಲ್ಲಾಧಿಕಾರಿ ಪ್ರಶಾಂತ್ ಕುಮಾರ್ ಮಿಶ್ರಾ ಅಧಿಕಾರಿಗಳಿಗೆ ಸೂಚನೆ ನೀಡಿದರು. [702, 876, 822, 948]
right-story1-dateline: (ಹಸಿರುಕ್ರಾಂತಿ ವರದಿ) [779, 104, 839, 114]
wire-dateline: (ಹಸಿರುಕ್ರಾಂತಿ ವರದಿ) [109, 611, 169, 621]
reg-dot-yellow [122, 1448, 131, 1457]
rabies-col3: ಲಸಿಕೆಯನ್ನು ತಪ್ಪದೇ ಪಡೆಯಬೇಕು. ರೇಬೀಸ್ ರೋಗ ಲಕ್ಷಣಗಳು ಕಾಣಿಸಿಕೊಂಡ ನಂತರ ಯಾವುದೇ ಚಿಕಿತ್ಸೆ ಫಲಕಾರಿಯಾಗುವುದಿಲ್ಲ. ಮೊದಲನೇ ಡೋಸ್ ಮೊದಲ ದಿನ, 3ನೇ ಡೋಸ್ 7ನೇ ದಿನ, 4ನೇ ಡೋಸ್ 14ನೇ ದಿನ, 5ನೇ ಡೋಸ್ 28ನೇ ದಿನ ಪಡೆಯಬೇಕು. ರಾಷ್ಟ್ರೀಯ ರೇಬೀಸ್ ನಿಯಂತ್ರಣ ಕಾರ್ಯಕ್ರಮದಡಿ ಆಯಾ ಜಿಲ್ಲೆಗಳಲ್ಲಿ ಜಿಲ್ಲಾ ಸರ್ವೇಕ್ಷಣಾಧಿಕಾರಿಗಳ ನೇತೃತ್ವದಲ್ಲಿ ಕಾರ್ಯಕ್ರಮವನ್ನು ಅನುಷ್ಠಾನಗೊಳಿಸಲಾಗುತ್ತಿದೆ. ಎಲ್ಲ ಪ್ರಾಥಮಿಕ ಆರೋಗ್ಯ ಕೇಂದ್ರಗಳಲ್ಲಿ ಸಮುದಾಯ ಆರೋಗ್ಯ ಕೇಂದ್ರಗಳಲ್ಲಿ ಲಸಿಕೆ ಲಭ್ಯವಿದೆ. [426, 1133, 554, 1278]
obit-body: ಮುದಗಲ್ಲ,ಜು.01: ಕುಷ್ಟಗಿ ತಾಲೂಕಿನ ಹಿರೇಬನ್ನಿಗೋಳ ಗ್ರಾಮದ ಶ್ರೀ ಮಹಾದೇವಪ್ಪ ಹನುಮಂತಪ್ಪ ಪಾಟೀಲ್ (80) ರವಿವಾರ ನಿಧನರಾದರು. ಮೃತರಿಗೆ ಪತ್ನಿ, ಮೂರು ಪುತ್ರರು, ಇಬ್ಬರು ಪುತ್ರಿಯರು ಸೇರಿದಂತೆ ಅಪಾರ ಬಂಧುಬಳಗ ಇದೆ. ಮೃತರ ಅಂತ್ಯಕ್ರಿಯೆ ಸ್ವಗ್ರಾಮದಲ್ಲಿ ನೆರವೇರಿತು. [28, 991, 158, 1063]
date-kannada: ಮಂಗಳವಾರ ೦೨-೦೭-೨೦೨೪ [72, 28, 159, 38]
lead-dateline: (ಹಸಿರುಕ್ರಾಂತಿ ವರದಿ) [28, 249, 87, 259]
reg-dot-magenta [341, 1448, 350, 1457]
reg-dot-cyan [100, 1448, 109, 1457]
rabies-col4: ವೈದ್ಯಕೀಯ ಇಲಾಖಾ ಸಿಬ್ಬಂದಿ, ಕ್ಷೇತ್ರ ಮಟ್ಟದ ಆರೋಗ್ಯ ಸಿಬ್ಬಂದಿ ಹಾಗೂ ಆಶಾ ಕಾರ್ಯಕರ್ತೆಯರ ಮೂಲಕ ಗ್ರಾಮಗಳಲ್ಲಿ ಜಾಗೃತಿ ಮೂಡಿಸಲಾಗುತ್ತಿದೆ. ಪಶುಪಾಲನಾ ಇಲಾಖೆಯ ಸಹಯೋಗದೊಂದಿಗೆ ಸಾಕುಪ್ರಾಣಿಗಳಿಗೆ ಲಸಿಕಾಕರಣ ನಡೆಸಲಾಗುತ್ತಿದೆ. ಸ್ಥಳೀಯ ಸಂಸ್ಥೆಗಳ ಸಹಕಾರದೊಂದಿಗೆ ಬೀದಿ ನಾಯಿಗಳ ಸಂತಾನಹರಣ ಚಿಕಿತ್ಸೆ ನಡೆಸಲಾಗುತ್ತಿದೆ. ಸಾರ್ವಜನಿಕರು ಈ ಕುರಿತು ಅರಿವು ಹೊಂದಿ ಸಹಕರಿಸಬೇಕು ಎಂದು ಮನವಿ ಮಾಡಿದ್ದಾರೆ. ಹೆಚ್ಚಿನ ಮಾಹಿತಿಗಾಗಿ ಹತ್ತಿರದ ಆರೋಗ್ಯ ಕೇಂದ್ರವನ್ನು ಸಂಪರ್ಕಿಸಬಹುದು ಎಂದು ತಿಳಿಸಿದ್ದಾರೆ. [558, 1133, 690, 1278]
contacts-dateline: (ಹಸಿರುಕ್ರಾಂತಿ ವರದಿ) [601, 135, 661, 145]
